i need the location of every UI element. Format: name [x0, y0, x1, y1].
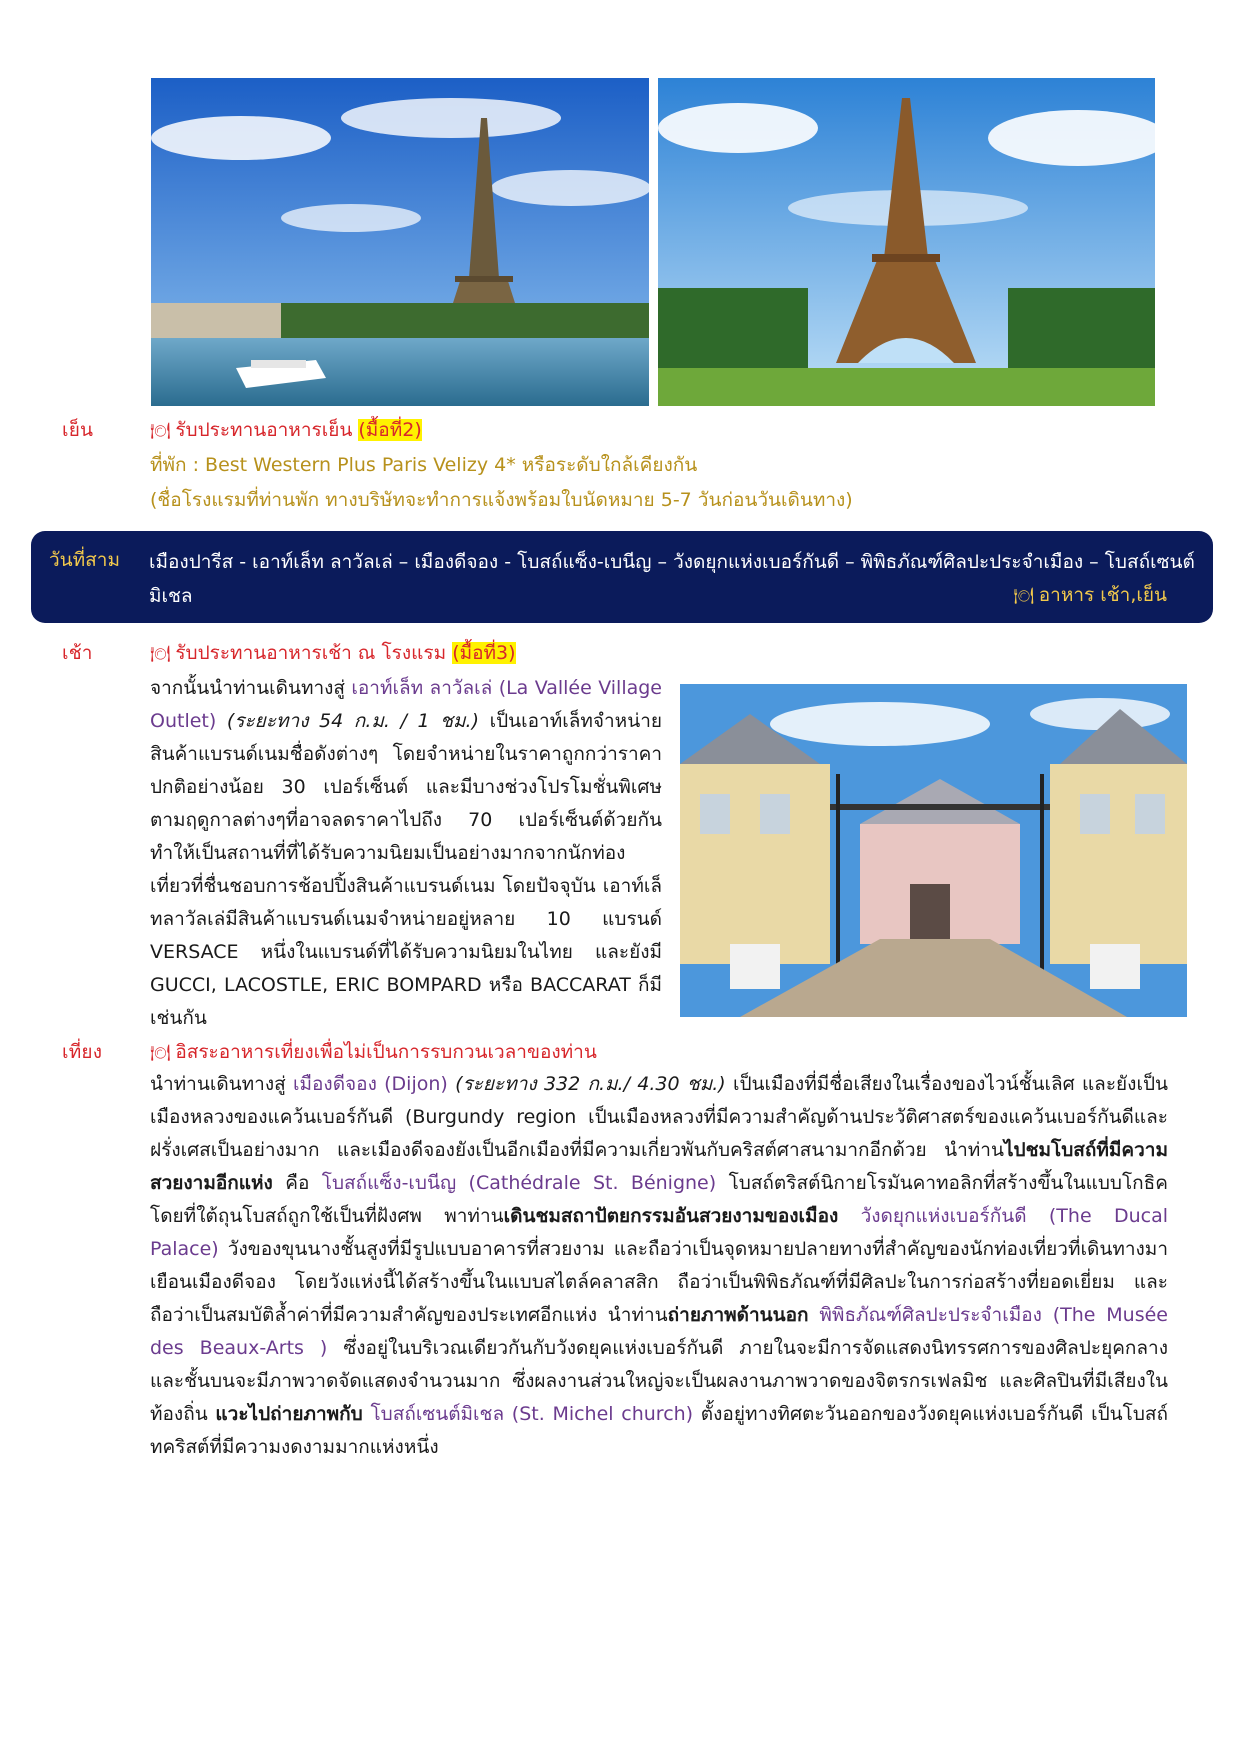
- dijon-s15: แวะไปถ่ายภาพกับ: [215, 1403, 363, 1425]
- dijon-s6: คือ: [285, 1172, 310, 1194]
- dijon-palace: วังดยุกแห่งเบอร์กันดี (The Ducal Palace): [150, 1205, 1168, 1260]
- evening-meal-line: [150, 415, 422, 445]
- noon-slot-label: เที่ยง: [62, 1041, 103, 1063]
- hotel-note: (ชื่อโรงแรมที่ท่านพัก ทางบริษัทจะทำการแจ้งพร้อมใบนัดหมาย 5-7 วันก่อนวันเดินทาง): [150, 489, 853, 511]
- dijon-church: โบสถ์แซ็ง-เบนีญ (Cathédrale St. Bénigne): [321, 1172, 717, 1194]
- meal-icon: 🍽: [150, 421, 171, 440]
- photo-eiffel-seine: [151, 78, 649, 406]
- dijon-s17: ตั้งอยู่ทางทิศตะวันออกของวังดยุคแห่งเบอร์กันดี เป็นโบสถ์ทคริสต์ที่มีความงดงามมากแห่งหนึ่ง: [150, 1403, 1168, 1458]
- outlet-intro: จากนั้นนำท่านเดินทางสู่: [150, 677, 346, 699]
- dijon-s1: นำท่านเดินทางสู่: [150, 1073, 286, 1095]
- outlet-paragraph: [150, 672, 662, 1035]
- meal-icon: 🍽: [150, 1043, 171, 1062]
- la-vallee-illustration: [680, 684, 1187, 1017]
- photo-eiffel-park: [658, 78, 1155, 406]
- meal-icon: 🍽: [150, 644, 171, 663]
- dijon-s14: ซึ่งอยู่ในบริเวณเดียวกันกับวังดยุคแห่งเบอร์กันดี ภายในจะมีการจัดแสดงนิทรรศการของศิลปะยุคกลาง และชั้นบนจะมีภาพวาดจัดแสดงจำนวนมาก ซึ่งผลงานส่วนใหญ่จะเป็นผลงานภาพวาดของจิตรกรเฟลมิช และศิลปินที่มีเสียงในท้องถิ่น: [150, 1337, 1169, 1425]
- day3-banner: [31, 531, 1213, 623]
- photo-la-vallee-village: [680, 684, 1187, 1017]
- hotel-line: ที่พัก : Best Western Plus Paris Velizy 4* หรือระดับใกล้เคียงกัน: [150, 454, 698, 476]
- evening-meal-text: รับประทานอาหารเย็น: [175, 419, 353, 441]
- outlet-distance: (ระยะทาง 54 ก.ม. / 1 ชม.): [226, 710, 479, 732]
- evening-slot-label: เย็น: [62, 419, 94, 441]
- eiffel-park-illustration: [658, 78, 1155, 406]
- day3-meals: [1013, 580, 1167, 610]
- dijon-st-michel: โบสถ์เซนต์มิเชล (St. Michel church): [370, 1403, 694, 1425]
- noon-meal-line: [150, 1037, 597, 1067]
- morning-meal-tag: (มื้อที่3): [452, 642, 516, 664]
- evening-meal-tag: (มื้อที่2): [358, 419, 422, 441]
- meal-icon: 🍽: [1013, 586, 1034, 605]
- dijon-s8: โบสถ์ตริสต์นิกายโรมันคาทอลิกที่สร้างขึ้นในแบบโกธิค โดยที่ใต้ถุนโบสถ์ถูกใช้เป็นที่ฝังศพ พาท่าน: [150, 1172, 1168, 1227]
- morning-slot-label: เช้า: [62, 642, 93, 664]
- day3-route: เมืองปารีส - เอาท์เล็ท ลาวัลเล่ – เมืองดีจอง - โบสถ์แซ็ง-เบนีญ – วังดยุกแห่งเบอร์กันดี – พิพิธภัณฑ์ศิลปะประจำเมือง – โบสถ์เซนต์มิเชล: [149, 551, 1195, 607]
- dijon-distance: (ระยะทาง 332 ก.ม./ 4.30 ชม.): [455, 1073, 726, 1095]
- morning-meal-text: รับประทานอาหารเช้า ณ โรงแรม: [175, 642, 447, 664]
- dijon-paragraph: [150, 1068, 1168, 1464]
- dijon-s11: วังของขุนนางชั้นสูงที่มีรูปแบบอาคารที่สวยงาม และถือว่าเป็นจุดหมายปลายทางที่สำคัญของนักท่องเที่ยวที่เดินทางมาเยือนเมืองดีจอง โดยวังแห่งนี้ได้สร้างขึ้นในแบบสไตล์คลาสสิก ถือว่าเป็นพิพิธภัณฑ์ที่มีศิลปะในการก่อสร้างที่ยอดเยี่ยม และถือว่าเป็นสมบัติล้ำค่าที่มีความสำคัญของประเทศอีกแห่ง นำท่าน: [150, 1238, 1168, 1326]
- dijon-s4: เป็นเมืองที่มีชื่อเสียงในเรื่องของไวน์ชั้นเลิศ และยังเป็นเมืองหลวงของแคว้นเบอร์กันดี (Burgundy region เป็นเมืองหลวงที่มีความสำคัญด้านประวัติศาสตร์ของแคว้นเบอร์กันดีและฝรั่งเศสเป็นอย่างมาก และเมืองดีจองยังเป็นอีกเมืองที่มีความเกี่ยวพันกับคริสต์ศาสนามากอีกด้วย นำท่าน: [150, 1073, 1168, 1161]
- dijon-s9: เดินชมสถาปัตยกรรมอันสวยงามของเมือง: [503, 1205, 839, 1227]
- dijon-s12: ถ่ายภาพด้านนอก: [667, 1304, 809, 1326]
- outlet-body: เป็นเอาท์เล็ทจำหน่ายสินค้าแบรนด์เนมชื่อดังต่างๆ โดยจำหน่ายในราคาถูกกว่าราคาปกติอย่างน้อย 30 เปอร์เซ็นต์ และมีบางช่วงโปรโมชั่นพิเศษตามฤดูกาลต่างๆที่อาจลดราคาไปถึง 70 เปอร์เซ็นต์ด้วยกัน ทำให้เป็นสถานที่ที่ได้รับความนิยมเป็นอย่างมากจากนักท่องเที่ยวที่ชื่นชอบการช้อปปิ้งสินค้าแบรนด์เนม โดยปัจจุบัน เอาท์เล็ทลาวัลเล่มีสินค้าแบรนด์เนมจำหน่ายอยู่หลาย 10 แบรนด์ VERSACE หนึ่งในแบรนด์ที่ได้รับความนิยมในไทย และยังมี GUCCI, LACOSTLE, ERIC BOMPARD หรือ BACCARAT ก็มีเช่นกัน: [150, 710, 662, 1029]
- day3-label: วันที่สาม: [49, 549, 120, 571]
- day3-meals-text: อาหาร เช้า,เย็น: [1038, 584, 1167, 606]
- eiffel-seine-illustration: [151, 78, 649, 406]
- morning-meal-line: [150, 638, 516, 668]
- outlet-place: เอาท์เล็ท ลาวัลเล่ (La Vallée Village Outlet): [150, 677, 663, 732]
- dijon-city: เมืองดีจอง (Dijon): [293, 1073, 448, 1095]
- noon-meal-text: อิสระอาหารเที่ยงเพื่อไม่เป็นการรบกวนเวลาของท่าน: [175, 1041, 597, 1063]
- dijon-s5: ไปชมโบสถ์ที่มีความสวยงามอีกแห่ง: [150, 1139, 1168, 1194]
- dijon-museum: พิพิธภัณฑ์ศิลปะประจำเมือง (The Musée des Beaux-Arts ): [150, 1304, 1168, 1359]
